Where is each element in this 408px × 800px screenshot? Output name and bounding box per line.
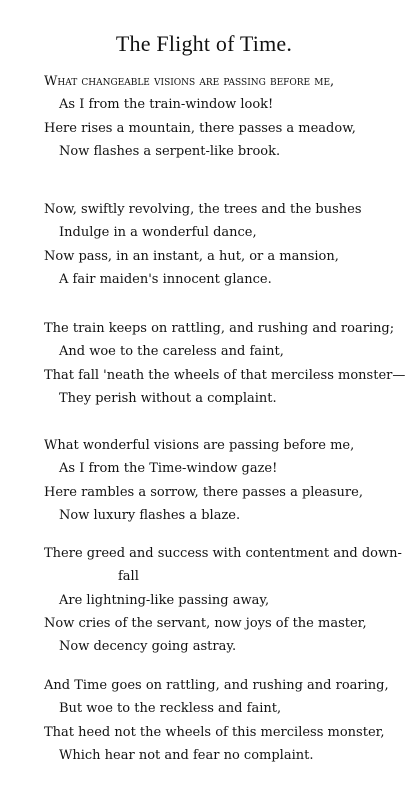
stanza-4 [44,434,394,527]
stanza-6 [44,674,394,767]
poem-line: Now, swiftly revolving, the trees and the bushes [44,202,362,217]
poem-line: The train keeps on rattling, and rushing and roaring; [44,321,395,336]
poem-line: There greed and success with contentment and down- [44,546,402,561]
poem-line: What changeable visions are passing before me, [44,74,335,89]
poem-line: They perish without a complaint. [59,390,277,406]
poem-line: That fall 'neath the wheels of that merciless monster— [44,367,406,383]
poem-line: fall [118,569,139,585]
poem-line: Now cries of the servant, now joys of the master, [44,615,367,631]
poem-line: Indulge in a wonderful dance, [59,225,257,241]
poem-line: Now pass, in an instant, a hut, or a mansion, [44,248,339,264]
poem-line: Now decency going astray. [59,639,237,655]
stanza-1 [44,70,394,163]
poem-line: Now luxury flashes a blaze. [59,507,241,523]
poem-line: As I from the Time-window gaze! [59,461,278,477]
poem-line: As I from the train-window look! [59,97,274,113]
poem-line: That heed not the wheels of this merciless monster, [44,724,385,740]
poem-line: Here rises a mountain, there passes a meadow, [44,120,356,136]
poem-line: And Time goes on rattling, and rushing and roaring, [44,678,389,693]
poem-title: The Flight of Time. [115,31,293,56]
poem-line: What wonderful visions are passing before me, [44,438,355,453]
poem-line: Here rambles a sorrow, there passes a pleasure, [44,484,363,500]
stanza-2 [44,198,394,291]
poem-line: A fair maiden's innocent glance. [59,271,272,287]
poem-line: But woe to the reckless and faint, [59,701,282,717]
stanza-3 [44,317,406,410]
stanza-5 [44,542,402,658]
poem-line: Now flashes a serpent-like brook. [59,143,281,159]
poem-line: Are lightning-like passing away, [59,592,270,608]
poem-line: And woe to the careless and faint, [59,344,284,360]
poem-line: Which hear not and fear no complaint. [59,747,314,763]
